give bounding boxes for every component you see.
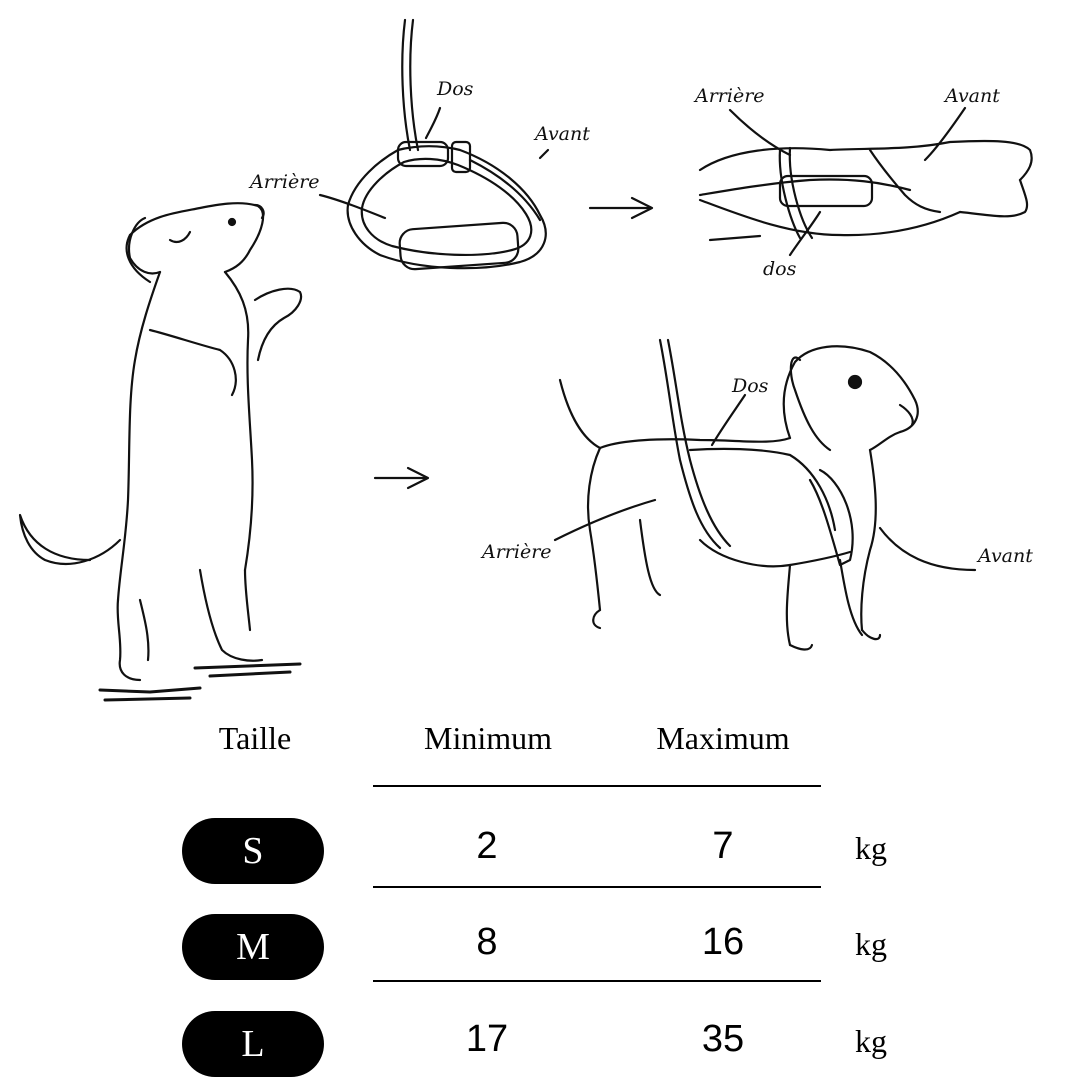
arrow-icon bbox=[375, 468, 428, 488]
max-weight: 7 bbox=[712, 825, 734, 867]
unit-label: kg bbox=[855, 1023, 887, 1059]
header-minimum: Minimum bbox=[423, 720, 552, 756]
dog-lying-drawing bbox=[700, 141, 1032, 240]
table-divider bbox=[373, 886, 821, 888]
min-weight: 17 bbox=[465, 1018, 509, 1060]
ground-shadow bbox=[100, 664, 300, 700]
size-badge-m: M bbox=[182, 914, 324, 980]
standing-dog-drawing bbox=[20, 203, 301, 680]
arrow-icon bbox=[590, 198, 652, 218]
min-weight: 8 bbox=[476, 921, 498, 963]
header-maximum: Maximum bbox=[656, 720, 790, 756]
header-size: Taille bbox=[218, 720, 292, 756]
label-dos: dos bbox=[763, 258, 797, 280]
unit-label: kg bbox=[855, 830, 887, 866]
label-arriere: Arrière bbox=[482, 541, 552, 563]
label-avant: Avant bbox=[945, 85, 1000, 107]
label-avant: Avant bbox=[978, 545, 1033, 567]
min-weight: 2 bbox=[476, 825, 498, 867]
unit-label: kg bbox=[855, 926, 887, 962]
label-arriere: Arrière bbox=[695, 85, 765, 107]
table-divider bbox=[373, 785, 821, 787]
table-divider bbox=[373, 980, 821, 982]
label-dos: Dos bbox=[437, 78, 474, 100]
harness-drawing bbox=[348, 20, 546, 270]
max-weight: 16 bbox=[701, 921, 745, 963]
label-arriere: Arrière bbox=[250, 171, 320, 193]
label-dos: Dos bbox=[732, 375, 769, 397]
max-weight: 35 bbox=[701, 1018, 745, 1060]
size-badge-l: L bbox=[182, 1011, 324, 1077]
label-avant: Avant bbox=[535, 123, 590, 145]
size-badge-s: S bbox=[182, 818, 324, 884]
